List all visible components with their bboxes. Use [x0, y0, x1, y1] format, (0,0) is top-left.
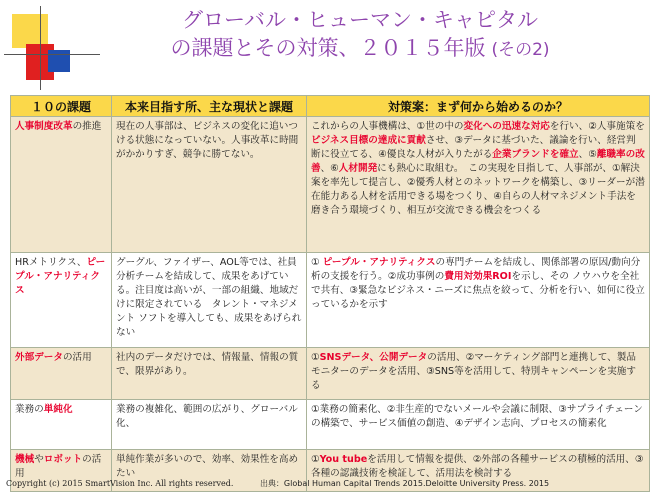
cell-status: 社内のデータだけでは、情報量、情報の質で、限界があり。	[112, 348, 307, 400]
source-text: 出典：Global Human Capital Trends 2015.Deloitte University Press. 2015	[259, 479, 550, 488]
text-segment: の活用、②マーケティング部門と連携して、製品モニターのデータを活用、③SNS等を活用して、特別キャンペーンを実施する	[311, 352, 636, 391]
text-segment: 業務の	[15, 404, 44, 415]
title-part: (その2)	[491, 40, 550, 60]
highlight-text: 変化への迅速な対応	[463, 121, 550, 132]
highlight-text: 人材開発	[338, 163, 378, 174]
footer	[6, 478, 549, 489]
cell-action	[307, 400, 650, 450]
cell-issue	[11, 117, 112, 253]
header-status: 本来目指す所、主な現状と課題	[112, 96, 307, 117]
copyright-text: Copyright (c) 2015 SmartVision Inc. All rights reserved.	[6, 479, 234, 488]
text-segment: ①	[311, 454, 320, 465]
issues-table	[10, 95, 650, 492]
highlight-text: 費用対効果ROI	[444, 271, 512, 282]
text-segment: ①	[311, 352, 320, 363]
text-segment: にも熱心に取組む。 この実現を目指して、人事部が、①解決案を率先して提言し、②優秀人材とのネットワークを構築し、③リーダーが潜在能力ある人材を活用できる場をつくり、④自らの人材マネジメント手法を磨き合う環境づくり、相互が交流できる機会をつくる	[311, 163, 645, 216]
title-line-2	[70, 34, 650, 64]
text-segment: HRメトリクス、	[15, 257, 87, 268]
highlight-text: ピープル・アナリティクス	[322, 257, 436, 268]
header-action: 対策案：まず何から始めるのか？	[307, 96, 650, 117]
highlight-text: 単純化	[43, 404, 73, 415]
cell-issue	[11, 253, 112, 348]
text-segment: の活用	[62, 352, 92, 363]
highlight-text: SNSデータ、公開データ	[319, 352, 428, 363]
cell-action	[307, 348, 650, 400]
highlight-text: You tube	[319, 454, 368, 465]
cell-action	[307, 253, 650, 348]
cell-status: 単純作業が多いので、効率、効果性を高めたい	[112, 450, 307, 492]
cell-status: グーグル、ファイザー、AOL等では、社員分析チームを結成して、成果をあげている。注目度は高いが、一部の組織、地域だけに限定されている タレント・マネジメント ソフトを導入しても、成果をあげられない	[112, 253, 307, 348]
text-segment: これからの人事機構は、①世の中の	[311, 121, 464, 132]
page-title	[70, 6, 650, 64]
table-row	[11, 117, 650, 253]
cell-status: 現在の人事部は、ビジネスの変化に追いつける状態になっていない。人事改革に時間がかかりすぎ、競争に勝てない。	[112, 117, 307, 253]
text-segment: を行い、②人事施策を	[549, 121, 645, 132]
table-header-row	[11, 96, 650, 117]
deco-yellow-block	[12, 14, 48, 48]
deco-vertical-line	[40, 6, 41, 90]
table-row	[11, 348, 650, 400]
highlight-text: ビジネス目標の達成に貢献	[311, 135, 426, 146]
header-issue: １０の課題	[11, 96, 112, 117]
highlight-text: ロボット	[43, 454, 83, 465]
text-segment: や	[34, 454, 44, 465]
title-line-2-main: の課題とその対策、２０１５年版	[170, 36, 486, 60]
text-segment: 、⑤	[578, 149, 597, 160]
text-segment: を示し、その ノウハウを全社で共有、③緊急なビジネス・ニーズに焦点を絞って、分析を行い、如何に役立っているかを示す	[311, 271, 645, 310]
text-segment: の専門チームを結成し、関係部署の原因/動向分析の支援を行う。②成功事例の	[311, 257, 641, 282]
highlight-text: 離職率の改善	[311, 149, 645, 174]
table-row	[11, 400, 650, 450]
highlight-text: 人事制度改革	[15, 121, 73, 132]
highlight-text: 機械	[15, 454, 35, 465]
text-segment: ①業務の簡素化、②非生産的でないメールや会議に制限、③サプライチェーンの構築で、サービス価値の創造、④デザイン志向、プロセスの簡素化	[311, 404, 643, 429]
text-segment: を活用して情報を提供、②外部の各種サービスの積極的活用、③各種の認識技術を検証して、活用法を検討する	[311, 454, 644, 479]
cell-action	[307, 117, 650, 253]
highlight-text: 企業ブランドを確立	[492, 149, 579, 160]
text-segment: ①	[311, 257, 323, 268]
highlight-text: 外部データ	[15, 352, 63, 363]
text-segment: 、⑥	[320, 163, 339, 174]
cell-issue	[11, 400, 112, 450]
cell-status: 業務の複雑化、範囲の広がり、グローバル化、	[112, 400, 307, 450]
table-row	[11, 253, 650, 348]
text-segment: させ、③データに基づいた、議論を行い、経営判断に役立てる、④優良な人材が入りたがる	[311, 135, 636, 160]
title-line-1: グローバル・ヒューマン・キャピタル	[182, 8, 538, 32]
text-segment: の活用	[15, 454, 102, 479]
text-segment: の推進	[72, 121, 102, 132]
cell-issue	[11, 348, 112, 400]
highlight-text: ピープル・アナリティクス	[15, 257, 106, 296]
